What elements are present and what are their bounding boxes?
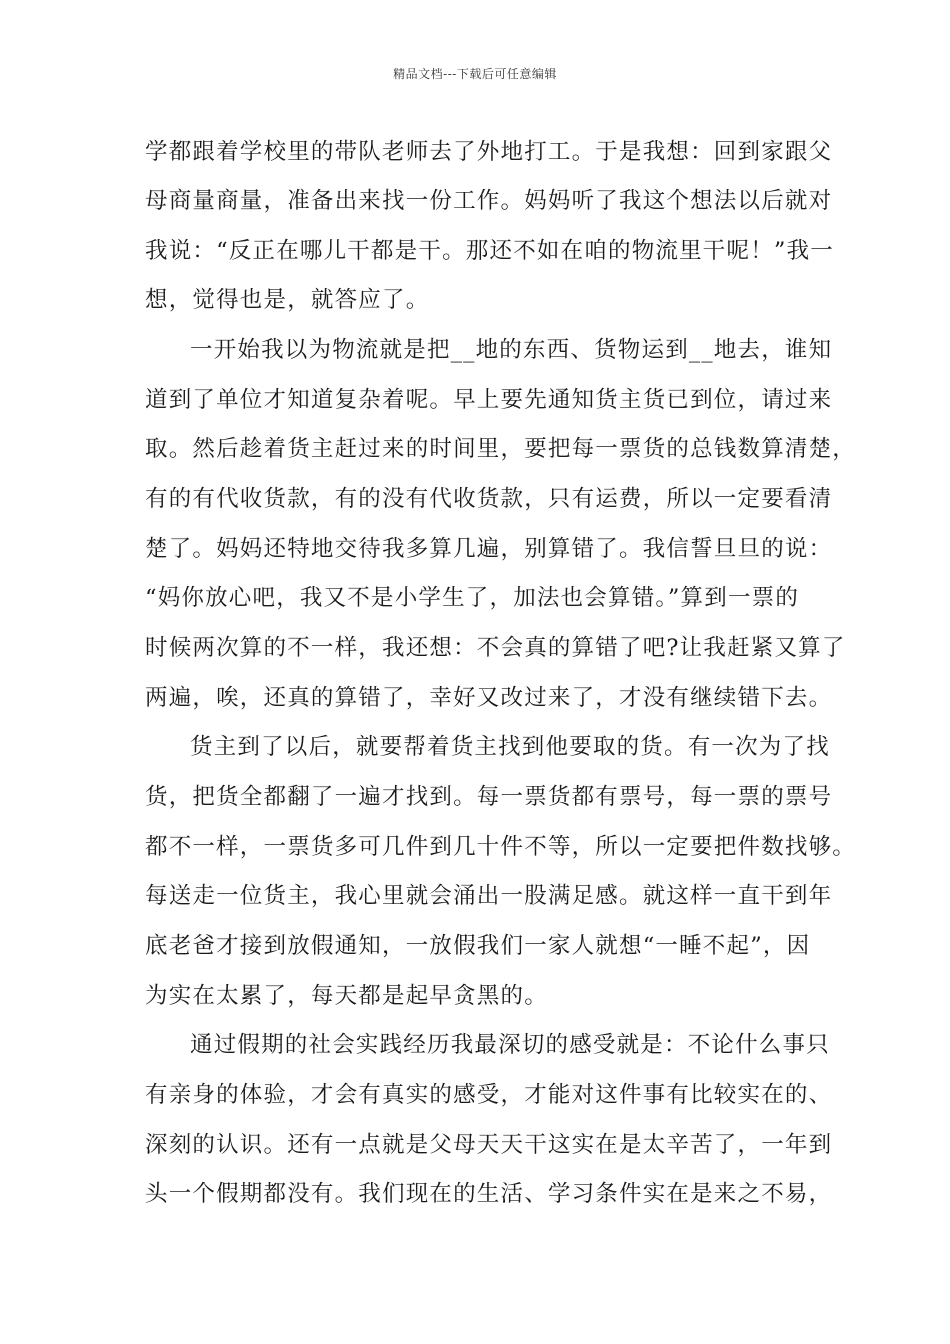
body-text-line: 头一个假期都没有。我们现在的生活、学习条件实在是来之不易， — [145, 1181, 833, 1207]
body-text-line: 货，把货全都翻了一遍才找到。每一票货都有票号，每一票的票号 — [145, 784, 833, 810]
body-text-line: 母商量商量，准备出来找一份工作。妈妈听了我这个想法以后就对 — [145, 188, 833, 214]
body-text-line: 有亲身的体验，才会有真实的感受，才能对这件事有比较实在的、 — [145, 1082, 833, 1108]
body-text-line: 时候两次算的不一样，我还想：不会真的算错了吧?让我赶紧又算了 — [145, 635, 846, 661]
paragraph-first-line: 一开始我以为物流就是把__地的东西、货物运到__地去，谁知 — [190, 337, 833, 363]
body-text-line: “妈你放心吧，我又不是小学生了，加法也会算错。”算到一票的 — [145, 585, 800, 611]
paragraph-first-line: 货主到了以后，就要帮着货主找到他要取的货。有一次为了找 — [190, 734, 830, 760]
body-text-line: 深刻的认识。还有一点就是父母天天干这实在是太辛苦了，一年到 — [145, 1132, 833, 1158]
body-text-line: 我说：“反正在哪儿干都是干。那还不如在咱的物流里干呢！”我一 — [145, 238, 835, 264]
body-text-line: 两遍，唉，还真的算错了，幸好又改过来了，才没有继续错下去。 — [145, 685, 833, 711]
body-text-line: 取。然后趁着货主赶过来的时间里，要把每一票货的总钱数算清楚， — [145, 436, 857, 462]
body-text-line: 有的有代收货款，有的没有代收货款，只有运费，所以一定要看清 — [145, 486, 833, 512]
body-text-line: 道到了单位才知道复杂着呢。早上要先通知货主货已到位，请过来 — [145, 387, 833, 413]
body-text-line: 楚了。妈妈还特地交待我多算几遍，别算错了。我信誓旦旦的说： — [145, 536, 833, 562]
body-text-line: 为实在太累了，每天都是起早贪黑的。 — [145, 983, 548, 1009]
body-text-line: 学都跟着学校里的带队老师去了外地打工。于是我想：回到家跟父 — [145, 139, 833, 165]
body-text-line: 底老爸才接到放假通知，一放假我们一家人就想“一睡不起”，因 — [145, 933, 811, 959]
paragraph-first-line: 通过假期的社会实践经历我最深切的感受就是：不论什么事只 — [190, 1032, 830, 1058]
page-header: 精品文档---下载后可任意编辑 — [393, 67, 557, 81]
body-text-line: 想，觉得也是，就答应了。 — [145, 287, 430, 313]
body-text-line: 每送走一位货主，我心里就会涌出一股满足感。就这样一直干到年 — [145, 883, 833, 909]
body-text-line: 都不一样，一票货多可几件到几十件不等，所以一定要把件数找够。 — [145, 834, 857, 860]
